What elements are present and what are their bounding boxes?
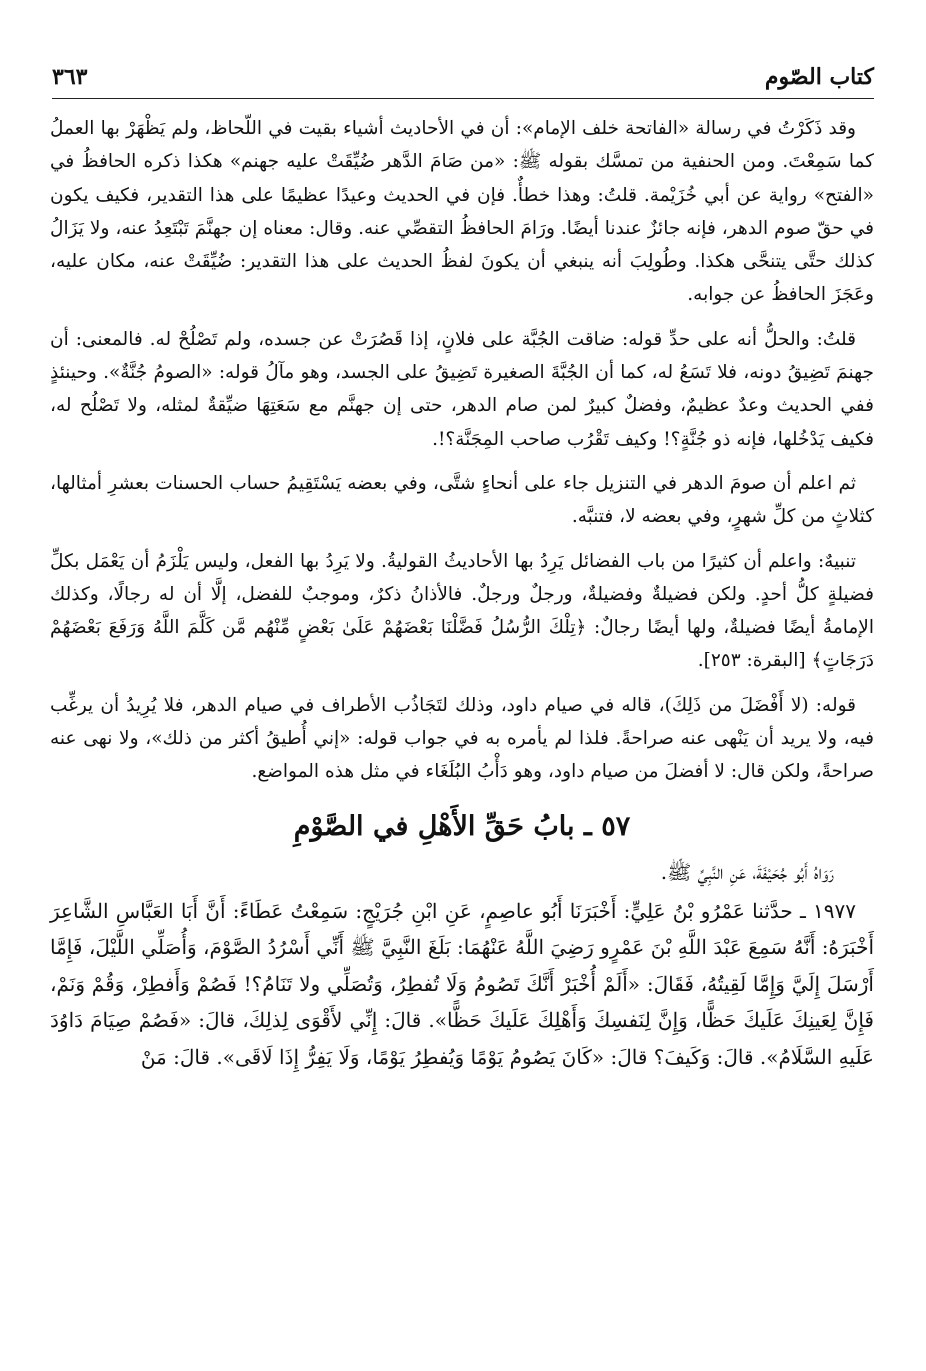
paragraph-5: قوله: (لا أَفْضَلَ من ذَلِكَ)، قاله في صيام داود، وذلك لتَجَاذُب الأطراف في صيام الدهر، فلا يُرِيدُ أن يرغِّب فيه، ولا يريد أن يَنْهى عنه صراحةً. فلذا لم يأمره به في جواب قوله: «إني أُطيقُ أكثر من ذلك»، ولا نهى عنه صراحةً، ولكن قال: لا أفضلَ من صيام داود، وهو دَأْبُ البُلَغَاء في مثل هذه المواضع. xyxy=(50,694,874,783)
book-title: كتاب الصّوم xyxy=(764,64,874,90)
page-header xyxy=(52,58,874,99)
hadith-text: ١٩٧٧ ـ حدَّثنا عَمْرُو بْنُ عَلِيٍّ: أَخْبَرَنَا أَبُو عاصِمٍ، عَنِ ابْنِ جُرَيْجٍ: سَمِعْتُ عَطَاءً: أَنَّ أَبَا العَبَّاسِ الشَّاعِرَ أَخْبَرَهُ: أَنَّهُ سَمِعَ عَبْدَ اللَّهِ بْنَ عَمْرٍو رَضِيَ اللَّهُ عَنْهُمَا: بَلَغَ النَّبِيَّ ﷺ أَنِّي أَسْرُدُ الصَّوْمَ، وَأُصَلِّي اللَّيْلَ، فَإِمَّا أَرْسَلَ إِلَيَّ وَإِمَّا لَقِيتُهُ، فَقَالَ: «أَلَمْ أُخْبَرْ أَنَّكَ تَصُومُ وَلَا تُفطِرُ، وَتُصَلِّي ولا تَنَامُ؟! فَصُمْ وَأَفطِرْ، وَقُمْ وَنَمْ، فَإِنَّ لِعَينِكَ عَلَيكَ حَظًّا، وَإِنَّ لِنَفسِكَ وَأَهْلِكَ عَلَيكَ حَظًّا». قالَ: إِنِّي لأَقْوَى لِذلِكَ، قالَ: «فَصُمْ صِيَامَ دَاوُدَ عَلَيهِ السَّلَامُ». قالَ: وَكَيفَ؟ قالَ: «كَانَ يَصُومُ يَوْمًا وَيُفطِرُ يَوْمًا، وَلَا يَفِرُّ إِذَا لَاقَى». قالَ: مَنْ xyxy=(50,898,874,1069)
narration-line: رَوَاهُ أَبُو جُحَيْفَةَ، عَنِ النَّبِيِّ ﷺ. xyxy=(660,859,834,884)
chapter-title: ٥٧ ـ بابُ حَقِّ الأَهْلِ في الصَّوْمِ xyxy=(293,810,631,842)
paragraph-1: وقد ذَكَرْتُ في رسالة «الفاتحة خلف الإمام»: أن في الأحاديث أشياء بقيت في اللّحاظ، ولم يَظْهَرْ بها العملُ كما سَمِعْتَ. ومن الحنفية من تمسَّك بقوله ﷺ: «من صَامَ الدَّهر ضُيِّقَتْ عليه جهنم» هكذا ذكره الحافظُ في «الفتح» رواية عن أبي خُزَيْمة. قلتُ: وهذا خطأٌ. فإن في الحديث وعيدًا عظيمًا على هذا التقدير، فكيف يكون في حقّ صوم الدهر، فإنه جائزٌ عندنا أيضًا. ورَامَ الحافظُ التقصِّي عنه. وقال: معناه إن جهنَّمَ تَبْتَعِدُ عنه، ولا يَزَالُ كذلك حتَّى يتنحَّى هكذا. وطُولِبَ أنه ينبغي أن يكونَ لفظُ الحديث على هذا التقدير: ضُيِّقَتْ عنه، مكان عليه، وعَجَزَ الحافظُ عن جوابه. xyxy=(50,118,874,306)
paragraph-4: تنبيهٌ: واعلم أن كثيرًا من باب الفضائل يَرِدُ بها الأحاديثُ القوليةُ. ولا يَرِدُ بها الفعل، وليس يَلْزَمُ أن يَعْمَل بكلِّ فضيلةٍ كلُّ أحدٍ. ولكن فضيلةٌ وفضيلةٌ، ورجلٌ ورجلٌ. فالأذانُ ذكرٌ، وموجبٌ للفضل، إلَّا أن له رجالًا، وكذلك الإمامةُ أيضًا فضيلةٌ، ولها أيضًا رجالٌ: ﴿تِلْكَ الرُّسُلُ فَضَّلْنَا بَعْضَهُمْ عَلَىٰ بَعْضٍ مِّنْهُم مَّن كَلَّمَ اللَّهُ وَرَفَعَ بَعْضَهُمْ دَرَجَاتٍ﴾ [البقرة: ٢٥٣]. xyxy=(50,550,874,672)
page-body xyxy=(50,112,874,1075)
paragraph-2: قلتُ: والحلُّ أنه على حدِّ قوله: ضاقت الجُبَّة على فلانٍ، إذا قَصُرَتْ عن جسده، ولم تَصْلُحْ له. فالمعنى: أن جهنمَ تَضِيقُ دونه، فلا تَسَعُ له، كما أن الجُبَّةَ الصغيرة تَضِيقُ على الجسد، وهو مآلُ قوله: «الصومُ جُنَّةٌ». وحينئذٍ ففي الحديث وعدٌ عظيمٌ، وفضلٌ كبيرٌ لمن صام الدهر، حتى إن جهنَّم مع سَعَتِهَا ضيِّقةٌ لمثله، ولا تَصْلُح له، فكيف يَدْخُلها، فإنه ذو جُنَّةٍ؟! وكيف تَقْرُب صاحب المِجَنَّة؟!. xyxy=(50,328,874,450)
paragraph-3: ثم اعلم أن صومَ الدهر في التنزيل جاء على أنحاءٍ شتَّى، وفي بعضه يَسْتَقِيمُ حساب الحسنات بعشرِ أمثالها، كثلاثٍ من كلِّ شهرٍ، وفي بعضه لا، فتنبَّه. xyxy=(50,472,874,528)
page-number: ٣٦٣ xyxy=(52,64,88,90)
